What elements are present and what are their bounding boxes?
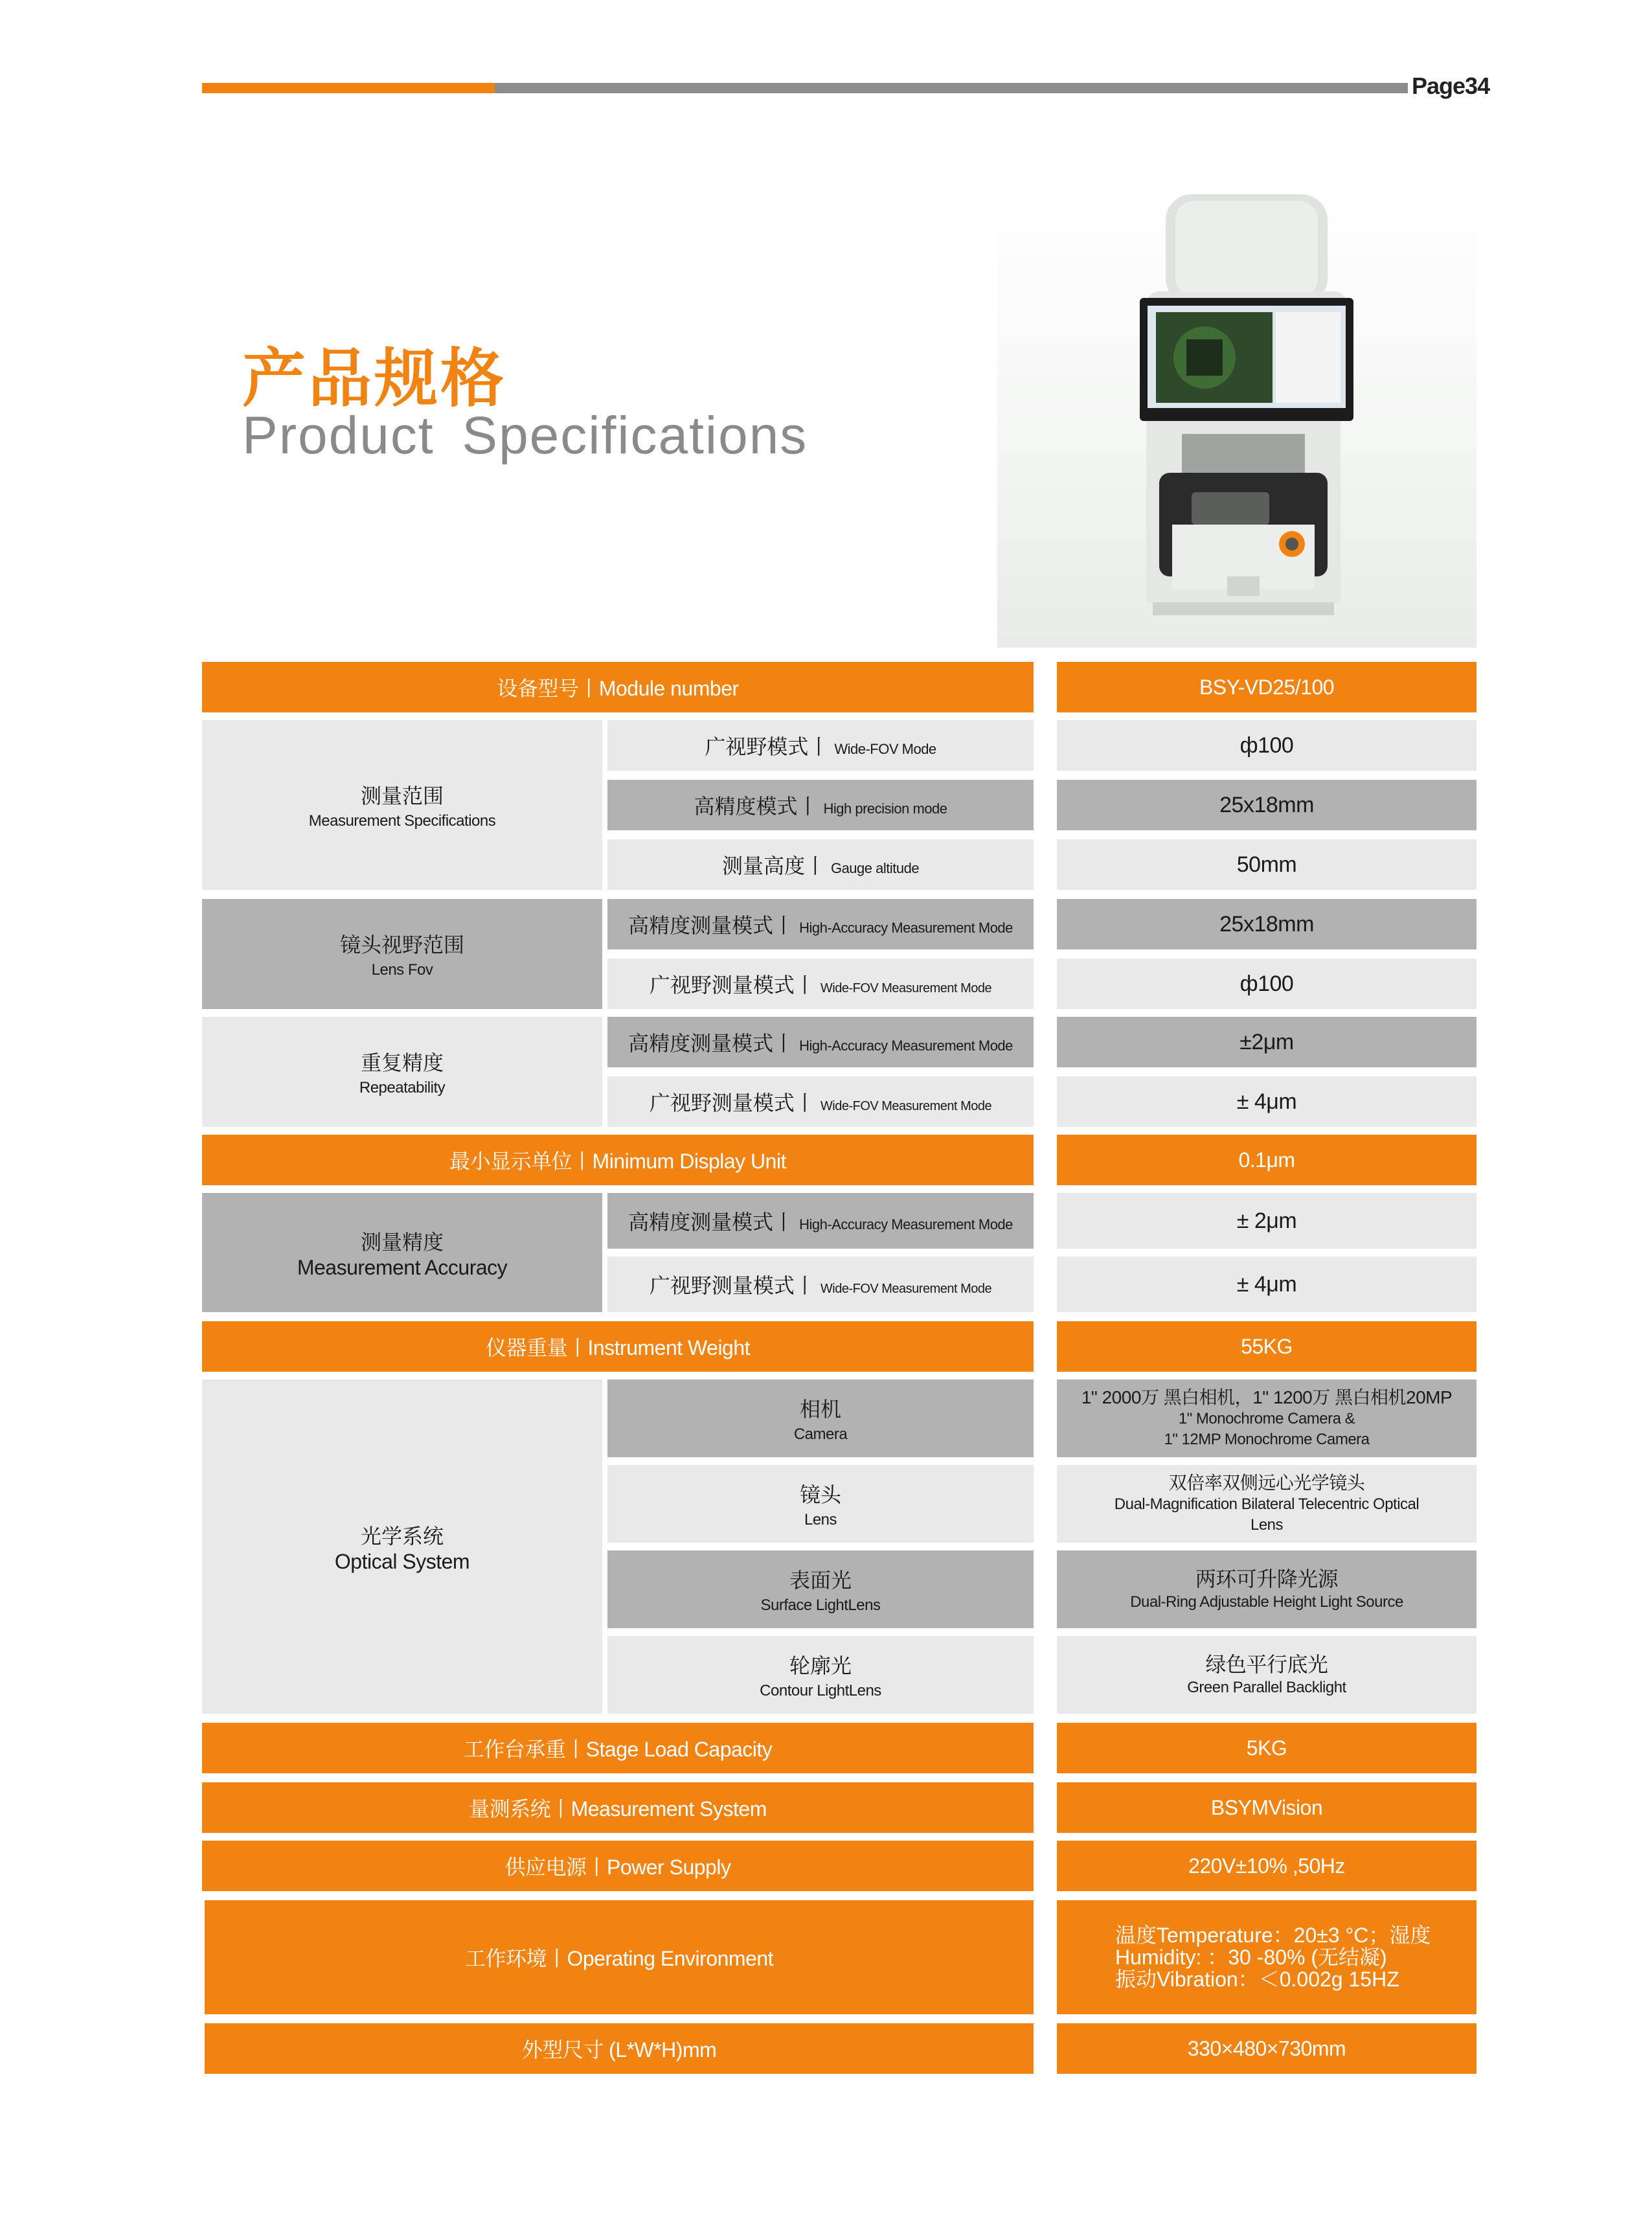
camera-en: Camera <box>793 1425 848 1443</box>
repeat-r1-en: High-Accuracy Measurement Mode <box>799 1038 1013 1054</box>
row-stage-value <box>1057 1723 1477 1773</box>
optical-group-en: Optical System <box>334 1549 470 1573</box>
optical-surface-value <box>1057 1550 1477 1628</box>
model-label-text: 设备型号丨Module number <box>497 677 739 700</box>
surface-val-2: Dual-Ring Adjustable Height Light Source <box>1130 1593 1403 1611</box>
repeat-row-2-value <box>1057 1076 1477 1127</box>
range-group-en: Measurement Specifications <box>308 812 496 830</box>
fov-group-cn: 镜头视野范围 <box>339 933 464 957</box>
accuracy-row-2-label <box>607 1256 1034 1312</box>
accuracy-row-1-value <box>1057 1193 1477 1249</box>
fov-r2-en: Wide-FOV Measurement Mode <box>820 981 992 995</box>
range-group-cn: 测量范围 <box>360 784 444 808</box>
camera-val-3: 1" 12MP Monochrome Camera <box>1164 1431 1370 1448</box>
row-min-unit-label <box>202 1135 1034 1185</box>
system-label-text: 量测系统丨Measurement System <box>469 1797 767 1821</box>
group-lens-fov <box>202 899 602 1009</box>
repeat-row-1-value <box>1057 1017 1477 1067</box>
row-env-value <box>1057 1900 1477 2014</box>
accuracy-r1-cn: 高精度测量模式丨 <box>628 1210 795 1234</box>
surface-cn: 表面光 <box>789 1569 852 1592</box>
row-weight-label <box>202 1321 1034 1372</box>
row-min-unit-value <box>1057 1135 1477 1185</box>
range-r3-val: 50mm <box>1236 852 1297 877</box>
optical-contour-value <box>1057 1636 1477 1714</box>
env-value-1: 温度Temperature：20±3 °C；湿度 <box>1115 1924 1431 1947</box>
fov-r1-val: 25x18mm <box>1219 911 1314 937</box>
repeat-r2-cn: 广视野测量模式丨 <box>649 1091 815 1115</box>
contour-cn: 轮廓光 <box>789 1654 852 1677</box>
range-row-3-value <box>1057 839 1477 890</box>
accuracy-r2-val: ± 4μm <box>1236 1271 1297 1297</box>
optical-contour-label <box>607 1636 1034 1714</box>
optical-lens-label <box>607 1465 1034 1543</box>
header-bar-accent <box>202 83 495 93</box>
group-measurement-range <box>202 720 602 890</box>
repeat-r2-val: ± 4μm <box>1236 1089 1297 1114</box>
measuring-machine-illustration <box>997 188 1477 648</box>
repeat-r1-cn: 高精度测量模式丨 <box>628 1032 795 1055</box>
group-measurement-accuracy <box>202 1193 602 1312</box>
page-title-en: Product Specifications <box>242 406 808 465</box>
lens-val-1: 双倍率双侧远心光学镜头 <box>1168 1473 1365 1493</box>
fov-r2-cn: 广视野测量模式丨 <box>649 973 815 997</box>
optical-surface-label <box>607 1550 1034 1628</box>
row-power-label <box>202 1841 1034 1891</box>
product-image <box>997 188 1477 648</box>
accuracy-r1-val: ± 2μm <box>1236 1208 1297 1233</box>
accuracy-r2-en: Wide-FOV Measurement Mode <box>820 1282 992 1296</box>
contour-val-1: 绿色平行底光 <box>1205 1653 1328 1676</box>
contour-en: Contour LightLens <box>760 1682 881 1699</box>
contour-val-2: Green Parallel Backlight <box>1187 1679 1346 1696</box>
fov-r1-en: High-Accuracy Measurement Mode <box>799 920 1013 936</box>
row-model-label <box>202 662 1034 712</box>
range-r2-cn: 高精度模式丨 <box>694 795 819 818</box>
accuracy-row-2-value <box>1057 1256 1477 1312</box>
min-unit-label-text: 最小显示单位丨Minimum Display Unit <box>449 1150 786 1173</box>
range-r1-val: ф100 <box>1239 733 1294 758</box>
fov-row-2-label <box>607 959 1034 1009</box>
row-weight-value <box>1057 1321 1477 1372</box>
page-title-cn: 产品规格 <box>242 342 507 416</box>
repeat-group-cn: 重复精度 <box>360 1051 444 1074</box>
group-repeatability <box>202 1017 602 1127</box>
range-r3-cn: 测量高度丨 <box>721 854 826 878</box>
accuracy-row-1-label <box>607 1193 1034 1249</box>
row-model-value <box>1057 662 1477 712</box>
size-value-text: 330×480×730mm <box>1187 2036 1346 2060</box>
fov-row-2-value <box>1057 959 1477 1009</box>
optical-lens-value <box>1057 1465 1477 1543</box>
camera-val-1: 1" 2000万 黑白相机，1" 1200万 黑白相机20MP <box>1081 1387 1453 1407</box>
accuracy-group-en: Measurement Accuracy <box>297 1255 508 1279</box>
range-row-2-label <box>607 780 1034 830</box>
page-number: Page34 <box>1412 73 1490 99</box>
group-optical-system <box>202 1380 602 1714</box>
min-unit-value-text: 0.1μm <box>1238 1148 1295 1172</box>
env-label-text: 工作环境丨Operating Environment <box>464 1947 774 1970</box>
row-system-label <box>202 1782 1034 1833</box>
weight-label-text: 仪器重量丨Instrument Weight <box>485 1336 751 1359</box>
fov-r1-cn: 高精度测量模式丨 <box>628 914 795 937</box>
range-row-2-value <box>1057 780 1477 830</box>
accuracy-r2-cn: 广视野测量模式丨 <box>649 1274 815 1297</box>
repeat-group-en: Repeatability <box>359 1079 446 1096</box>
fov-group-en: Lens Fov <box>371 961 433 979</box>
range-r2-en: High precision mode <box>823 801 947 817</box>
range-r2-val: 25x18mm <box>1219 792 1314 817</box>
surface-en: Surface LightLens <box>760 1596 881 1614</box>
row-size-label <box>205 2023 1034 2074</box>
env-value-2: Humidity: ：30 -80% (无结凝) <box>1115 1946 1387 1969</box>
fov-row-1-label <box>607 899 1034 949</box>
repeat-row-1-label <box>607 1017 1034 1067</box>
stage-label-text: 工作台承重丨Stage Load Capacity <box>463 1738 773 1761</box>
camera-val-2: 1" Monochrome Camera & <box>1178 1410 1355 1427</box>
range-r1-en: Wide-FOV Mode <box>834 741 936 757</box>
env-value-3: 振动Vibration：＜0.002g 15HZ <box>1115 1968 1399 1991</box>
power-value-text: 220V±10% ,50Hz <box>1188 1854 1345 1878</box>
size-label-text: 外型尺寸 (L*W*H)mm <box>521 2038 717 2061</box>
system-value-text: BSYMVision <box>1210 1795 1323 1819</box>
accuracy-r1-en: High-Accuracy Measurement Mode <box>799 1216 1013 1232</box>
surface-val-1: 两环可升降光源 <box>1195 1567 1339 1591</box>
row-system-value <box>1057 1782 1477 1833</box>
camera-cn: 相机 <box>799 1398 841 1421</box>
row-power-value <box>1057 1841 1477 1891</box>
optical-camera-value <box>1057 1380 1477 1457</box>
lens-val-2: Dual-Magnification Bilateral Telecentric Optical <box>1114 1495 1420 1513</box>
fov-r2-val: ф100 <box>1239 971 1294 996</box>
repeat-r1-val: ±2μm <box>1239 1029 1294 1054</box>
fov-row-1-value <box>1057 899 1477 949</box>
stage-value-text: 5KG <box>1246 1736 1287 1760</box>
range-row-3-label <box>607 839 1034 890</box>
header-bar <box>495 83 1408 93</box>
range-r1-cn: 广视野模式丨 <box>705 735 830 758</box>
lens-val-3: Lens <box>1250 1516 1284 1534</box>
optical-group-cn: 光学系统 <box>360 1524 444 1548</box>
row-stage-label <box>202 1723 1034 1773</box>
repeat-r2-en: Wide-FOV Measurement Mode <box>820 1099 992 1113</box>
repeat-row-2-label <box>607 1076 1034 1127</box>
optical-camera-label <box>607 1380 1034 1457</box>
range-row-1-label <box>607 720 1034 771</box>
lens-cn: 镜头 <box>799 1483 841 1506</box>
weight-value-text: 55KG <box>1241 1334 1293 1358</box>
power-label-text: 供应电源丨Power Supply <box>504 1856 731 1879</box>
lens-en: Lens <box>804 1511 837 1528</box>
row-size-value <box>1057 2023 1477 2074</box>
row-env-label <box>205 1900 1034 2014</box>
model-value-text: BSY-VD25/100 <box>1199 675 1335 699</box>
accuracy-group-cn: 测量精度 <box>360 1230 444 1254</box>
range-row-1-value <box>1057 720 1477 771</box>
range-r3-en: Gauge altitude <box>830 860 920 876</box>
